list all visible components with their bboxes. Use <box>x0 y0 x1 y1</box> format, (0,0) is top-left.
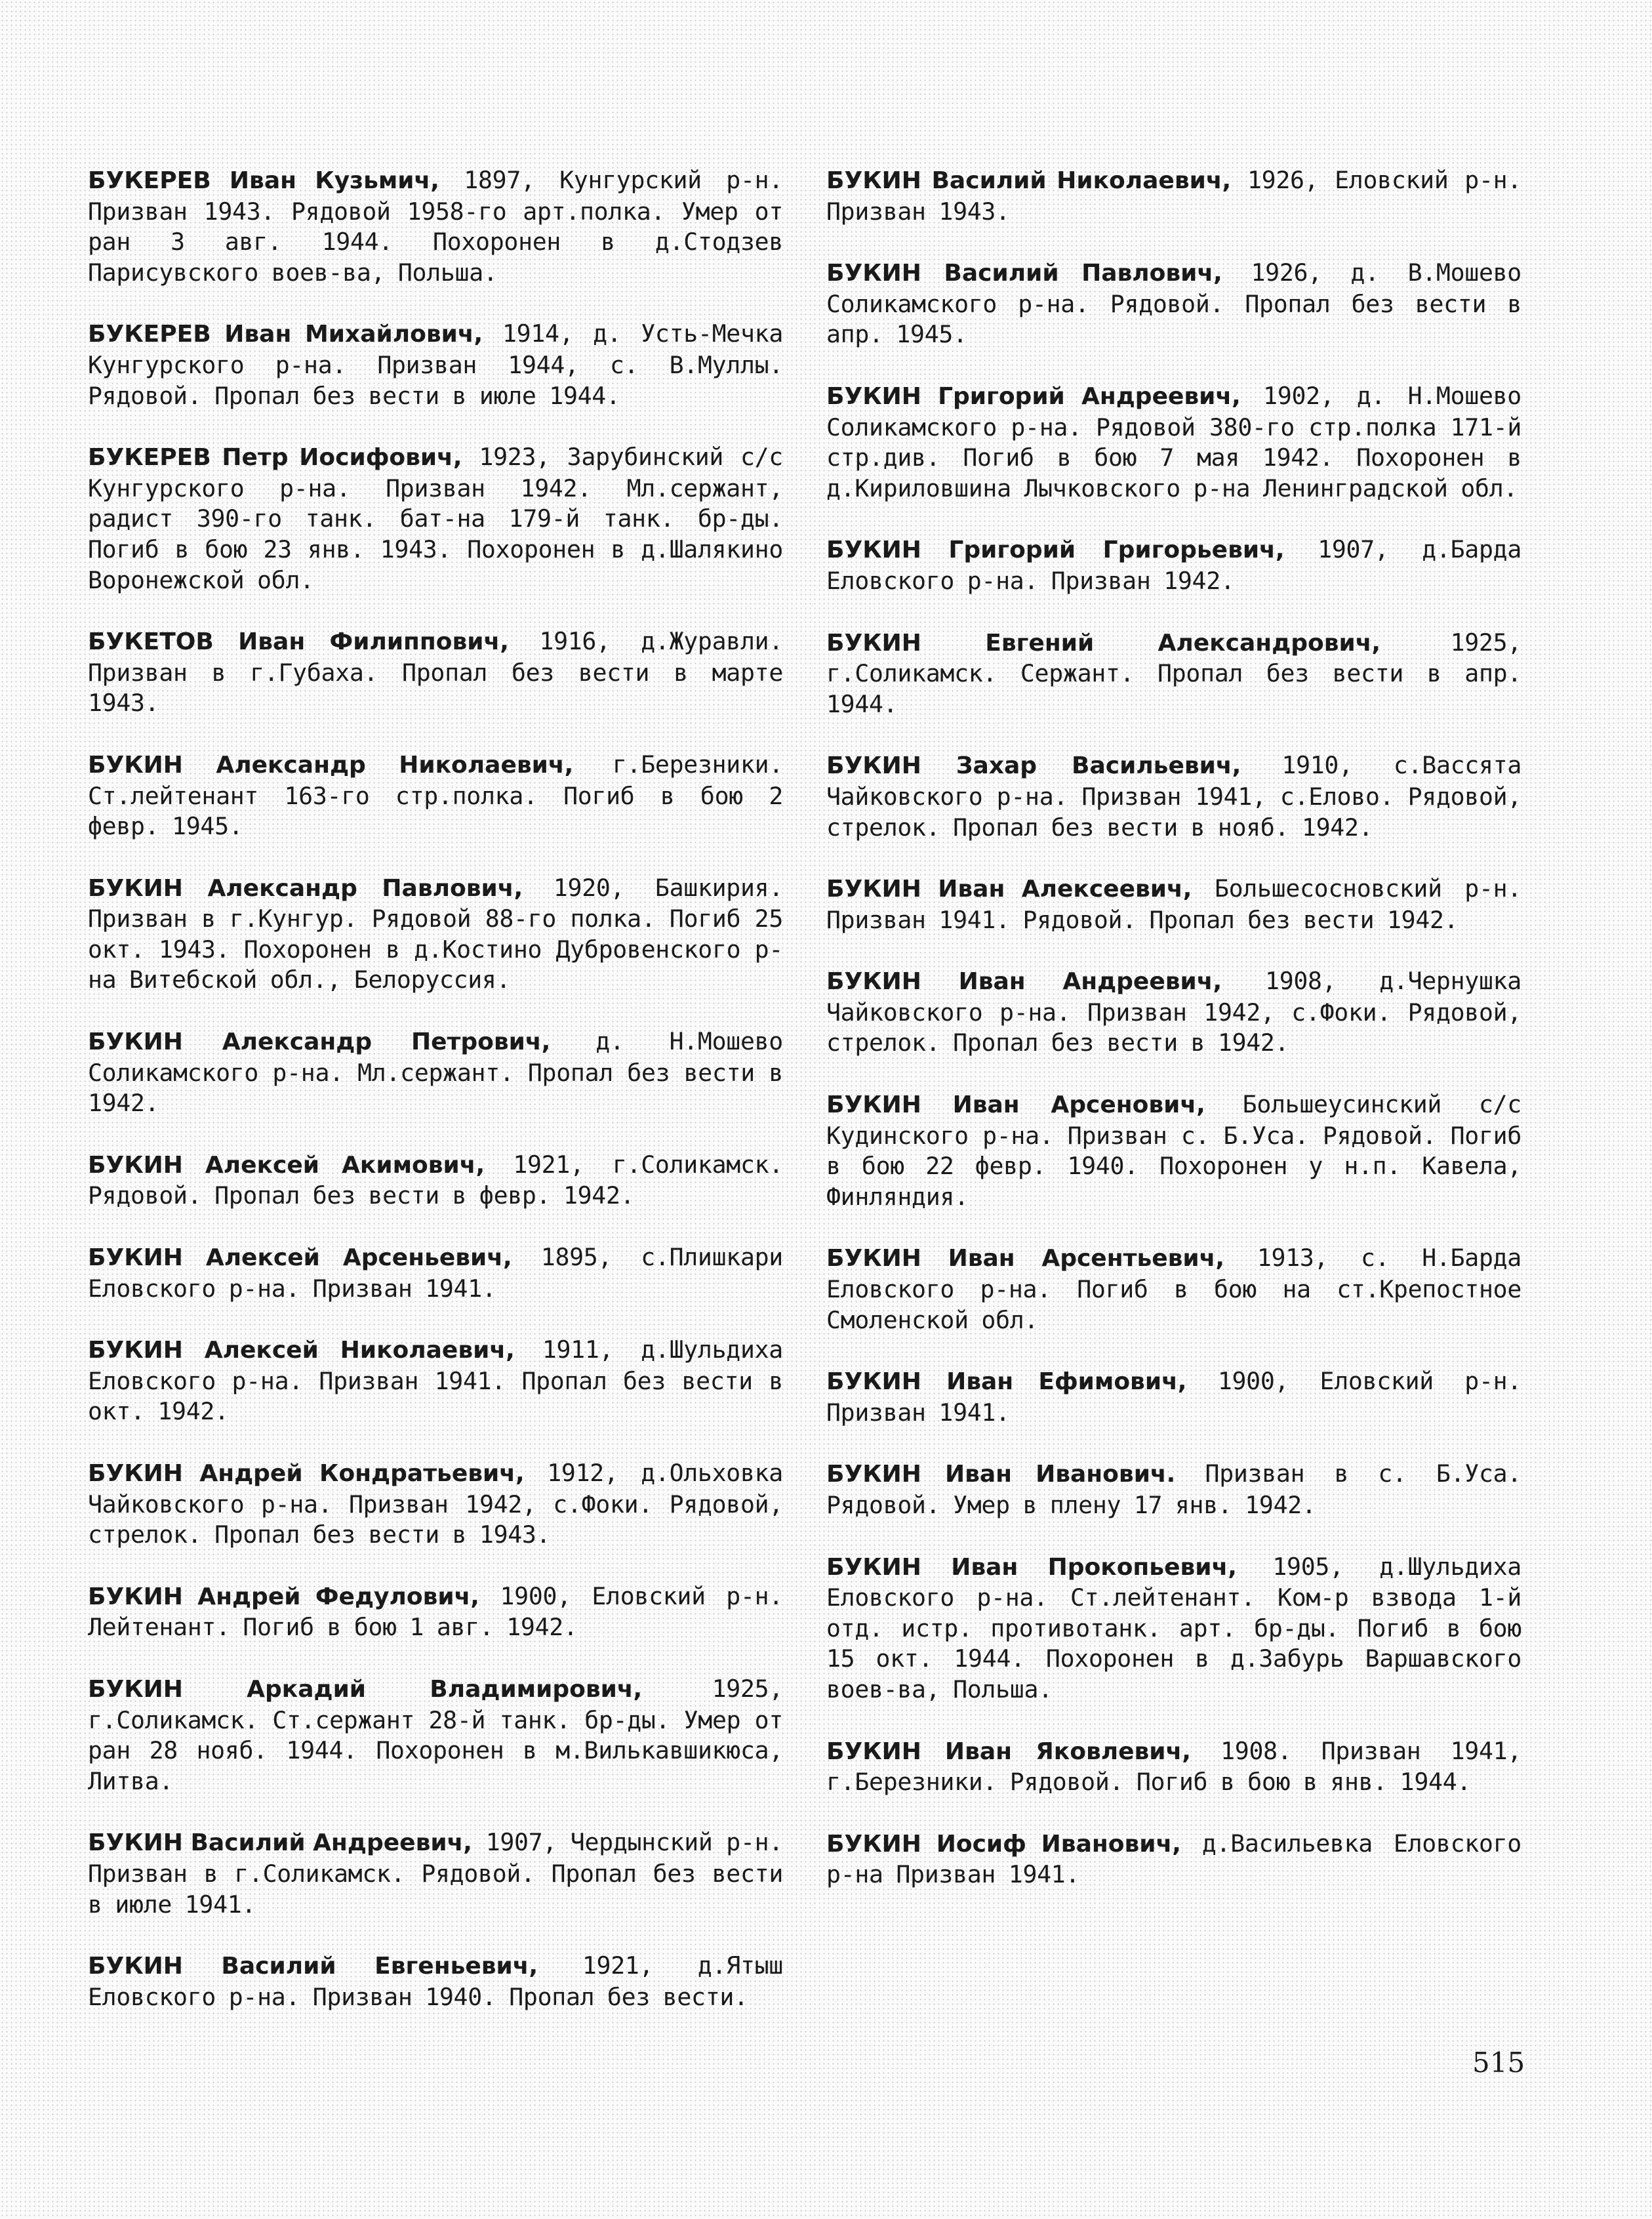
entry-name: БУКЕРЕВ Иван Михайлович, <box>88 321 483 348</box>
entry-text: 1905, д.Шульдиха Еловского р-на. Ст.лейтенант. Ком-р взвода 1-й отд. истр. противотанк. арт. бр-ды. Погиб в бою 15 окт. 1944. Похоронен в д.Забурь Варшавского воев-ва, Польша. <box>826 1552 1521 1703</box>
entry-text: 1900, Еловский р-н. Лейтенант. Погиб в бою 1 авг. 1942. <box>88 1581 783 1642</box>
entry <box>826 1243 1521 1335</box>
entry-name: БУКИН Захар Васильевич, <box>826 752 1241 780</box>
entry-text: 1925, г.Соликамск. Сержант. Пропал без вести в апр. 1944. <box>826 628 1521 718</box>
entry-text: 1908. Призван 1941, г.Березники. Рядовой. Погиб в бою в янв. 1944. <box>826 1736 1521 1797</box>
entry-name: БУКИН Аркадий Владимирович, <box>88 1675 643 1703</box>
entry <box>88 1581 783 1643</box>
entry-text: 1921, д.Ятыш Еловского р-на. Призван 1940. Пропал без вести. <box>88 1951 783 2011</box>
entry <box>88 626 783 719</box>
entry-text: 1916, д.Журавли. Призван в г.Губаха. Пропал без вести в марте 1943. <box>88 627 783 718</box>
entry-name: БУКИН Иван Арсентьевич, <box>826 1245 1225 1272</box>
entry <box>826 165 1521 227</box>
entry-text: 1908, д.Чернушка Чайковского р-на. Призван 1942, с.Фоки. Рядовой, стрелок. Пропал без вести в 1942. <box>826 967 1521 1057</box>
entry <box>826 1829 1521 1890</box>
entry-text: 1902, д. Н.Мошево Соликамского р-на. Рядовой 380-го стр.полка 171-й стр.див. Погиб в бою 7 мая 1942. Похоронен в д.Кириловшина Лычковского р-на Ленинградской обл. <box>826 381 1521 502</box>
entry-text: 1921, г.Соликамск. Рядовой. Пропал без вести в февр. 1942. <box>88 1150 783 1210</box>
entry-name: БУКИН Василий Николаевич, <box>826 167 1232 194</box>
page-number: 515 <box>1472 2046 1525 2079</box>
entry <box>88 873 783 996</box>
entry <box>826 1089 1521 1212</box>
entry-name: БУКИН Андрей Федулович, <box>88 1583 479 1610</box>
entry-text: 1923, Зарубинский с/с Кунгурского р-на. Призван 1942. Мл.сержант, радист 390-го танк. бат-на 179-й танк. бр-ды. Погиб в бою 23 янв. 1943. Похоронен в д.Шалякино Воронежской обл. <box>88 443 783 594</box>
entry-text: 1910, с.Вассята Чайковского р-на. Призван 1941, с.Елово. Рядовой, стрелок. Пропал без вести в нояб. 1942. <box>826 751 1521 842</box>
entry-name: БУКИН Иван Андреевич, <box>826 968 1222 996</box>
entry-name: БУКИН Александр Павлович, <box>88 874 523 902</box>
entry-name: БУКИН Андрей Кондратьевич, <box>88 1460 525 1487</box>
entry <box>88 1242 783 1304</box>
entry-text: 1907, Чердынский р-н. Призван в г.Соликамск. Рядовой. Пропал без вести в июле 1941. <box>88 1828 783 1919</box>
left-column <box>88 165 783 2043</box>
entry-text: 1900, Еловский р-н. Призван 1941. <box>826 1367 1521 1427</box>
entry-name: БУКИН Василий Евгеньевич, <box>88 1953 538 1980</box>
entry-name: БУКИН Иван Арсенович, <box>826 1091 1205 1119</box>
entry <box>88 1458 783 1551</box>
entry-text: Призван в с. Б.Уса. Рядовой. Умер в плену 17 янв. 1942. <box>826 1459 1521 1519</box>
entry <box>826 381 1521 504</box>
entry <box>88 319 783 411</box>
entry-name: БУКИН Алексей Акимович, <box>88 1151 485 1179</box>
entry-text: д. Н.Мошево Соликамского р-на. Мл.сержант. Пропал без вести в 1942. <box>88 1027 783 1118</box>
entry <box>88 1335 783 1427</box>
entry-name: БУКИН Евгений Александрович, <box>826 629 1381 657</box>
entry-text: д.Васильевка Еловского р-на Призван 1941. <box>826 1829 1521 1889</box>
entry-text: 1913, с. Н.Барда Еловского р-на. Погиб в бою на ст.Крепостное Смоленской обл. <box>826 1244 1521 1334</box>
entry <box>88 1150 783 1211</box>
entry-name: БУКИН Иван Ефимович, <box>826 1368 1187 1396</box>
entry-name: БУКИН Иван Прокопьевич, <box>826 1553 1237 1581</box>
entry <box>826 1366 1521 1428</box>
entry <box>88 442 783 596</box>
entry <box>826 1736 1521 1798</box>
right-column <box>826 165 1521 1921</box>
entry <box>88 1951 783 2012</box>
entry-text: Большеусинский с/с Кудинского р-на. Призван с. Б.Уса. Рядовой. Погиб в бою 22 февр. 1940. Похоронен у н.п. Кавела, Финляндия. <box>826 1090 1521 1211</box>
entry-text: 1911, д.Шульдиха Еловского р-на. Призван 1941. Пропал без вести в окт. 1942. <box>88 1335 783 1426</box>
entry-text: 1912, д.Ольховка Чайковского р-на. Призван 1942, с.Фоки. Рядовой, стрелок. Пропал без вести в 1943. <box>88 1459 783 1549</box>
entry-text: 1926, д. В.Мошево Соликамского р-на. Рядовой. Пропал без вести в апр. 1945. <box>826 258 1521 349</box>
entry <box>826 628 1521 720</box>
entry <box>88 750 783 842</box>
entry-text: 1926, Еловский р-н. Призван 1943. <box>826 166 1521 226</box>
entry <box>826 750 1521 843</box>
entry-name: БУКИН Александр Николаевич, <box>88 751 574 779</box>
entry <box>826 1459 1521 1520</box>
entry-name: БУКИН Василий Павлович, <box>826 260 1222 287</box>
entry-text: Большесосновский р-н. Призван 1941. Рядовой. Пропал без вести 1942. <box>826 874 1521 934</box>
entry-text: 1925, г.Соликамск. Ст.сержант 28-й танк. бр-ды. Умер от ран 28 нояб. 1944. Похоронен в м.Вилькавшикюса, Литва. <box>88 1674 783 1795</box>
entry-name: БУКЕТОВ Иван Филиппович, <box>88 628 509 656</box>
entry <box>826 258 1521 350</box>
entry-text: 1897, Кунгурский р-н. Призван 1943. Рядовой 1958-го арт.полка. Умер от ран 3 авг. 1944. Похоронен в д.Стодзев Парисувского воев-ва, Польша. <box>88 166 783 287</box>
entry <box>88 1674 783 1797</box>
entry-name: БУКЕРЕВ Петр Иосифович, <box>88 444 462 472</box>
entry-text: 1920, Башкирия. Призван в г.Кунгур. Рядовой 88-го полка. Погиб 25 окт. 1943. Похоронен в д.Костино Дубровенского р-на Витебской обл., Белоруссия. <box>88 873 783 994</box>
entry-text: 1914, д. Усть-Мечка Кунгурского р-на. Призван 1944, с. В.Муллы. Рядовой. Пропал без вести в июле 1944. <box>88 319 783 410</box>
entry-name: БУКИН Алексей Николаевич, <box>88 1337 515 1364</box>
entry <box>826 874 1521 935</box>
entry-name: БУКИН Алексей Арсеньевич, <box>88 1244 512 1272</box>
entry-text: г.Березники. Ст.лейтенант 163-го стр.полка. Погиб в бою 2 февр. 1945. <box>88 750 783 841</box>
entry-text: 1895, с.Плишкари Еловского р-на. Призван 1941. <box>88 1243 783 1303</box>
entry <box>88 1027 783 1119</box>
entry <box>88 1827 783 1920</box>
entry-name: БУКЕРЕВ Иван Кузьмич, <box>88 167 439 194</box>
entry-name: БУКИН Иосиф Иванович, <box>826 1830 1181 1858</box>
entry <box>88 165 783 288</box>
entry-name: БУКИН Василий Андреевич, <box>88 1829 472 1857</box>
entry-name: БУКИН Григорий Григорьевич, <box>826 537 1285 564</box>
entry-name: БУКИН Иван Алексеевич, <box>826 876 1192 903</box>
entry <box>826 966 1521 1059</box>
entry-text: 1907, д.Барда Еловского р-на. Призван 1942. <box>826 535 1521 595</box>
entry-name: БУКИН Иван Яковлевич, <box>826 1738 1191 1765</box>
entry-name: БУКИН Александр Петрович, <box>88 1028 551 1056</box>
entry <box>826 1552 1521 1705</box>
entry-name: БУКИН Иван Иванович. <box>826 1461 1176 1488</box>
entry <box>826 535 1521 596</box>
entry-name: БУКИН Григорий Андреевич, <box>826 382 1241 410</box>
